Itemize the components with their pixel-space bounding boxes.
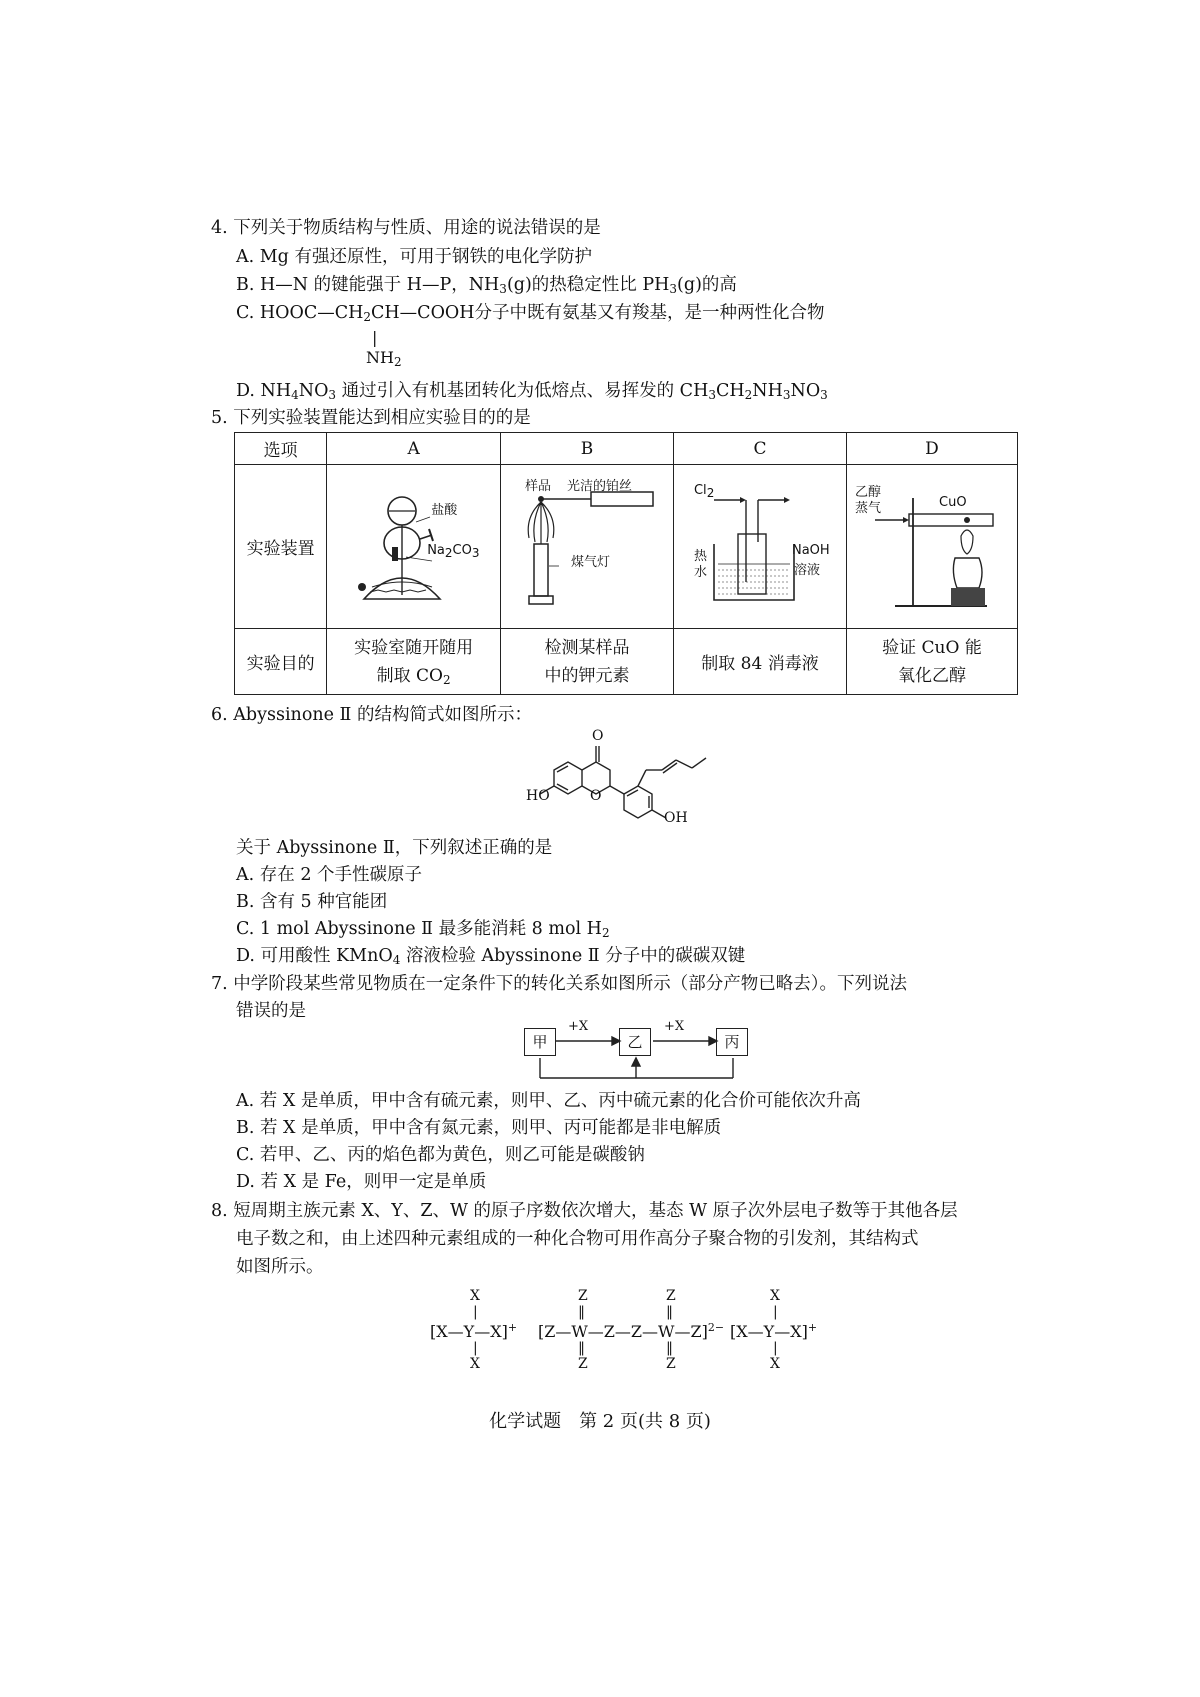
apparatus-b-cell <box>500 465 673 629</box>
flow-box-bing: 丙 <box>716 1028 748 1056</box>
q8-line2: 电子数之和，由上述四种元素组成的一种化合物可用作高分子聚合物的引发剂，其结构式 <box>236 1229 919 1249</box>
label-cuo: CuO <box>939 495 967 510</box>
formula-x-top-left: X <box>470 1288 480 1304</box>
q7-option-c: C. 若甲、乙、丙的焰色都为黄色，则乙可能是碳酸钠 <box>236 1145 645 1165</box>
abyssinone-structure <box>520 728 750 832</box>
flame-test-figure <box>501 472 673 622</box>
formula-bond: | <box>773 1340 778 1356</box>
q7-option-b: B. 若 X 是单质，甲中含有氮元素，则甲、丙可能都是非电解质 <box>236 1118 722 1138</box>
label-water: 水 <box>693 565 707 580</box>
formula-double-bond: ‖ <box>578 1340 585 1356</box>
flow-box-yi: 乙 <box>619 1028 651 1056</box>
q6-stem: 6. Abyssinone Ⅱ 的结构简式如图所示： <box>211 705 532 725</box>
formula-x-bottom-left: X <box>470 1356 480 1372</box>
label-gas-lamp: 煤气灯 <box>570 555 610 570</box>
apparatus-a-cell <box>327 465 501 629</box>
label-platinum-wire: 光洁的铂丝 <box>566 479 632 494</box>
apparatus-c-cell <box>673 465 846 629</box>
q7-stem-line2: 错误的是 <box>236 1001 306 1021</box>
q6-option-c: C. 1 mol Abyssinone Ⅱ 最多能消耗 8 mol $H_2$ <box>236 919 610 940</box>
q4-option-b: B. H—N 的键能强于 H—P，$NH_3(g)$的热稳定性比 $PH_3(g)$的高 <box>236 275 737 296</box>
q7-option-a: A. 若 X 是单质，甲中含有硫元素，则甲、乙、丙中硫元素的化合价可能依次升高 <box>236 1091 861 1111</box>
formula-x-top-right: X <box>770 1288 780 1304</box>
formula-cation-left: [X—Y—X]+ <box>430 1321 518 1341</box>
arrow-label-2: +X <box>664 1019 685 1034</box>
q4-stem: 4. 下列关于物质结构与性质、用途的说法错误的是 <box>211 218 601 238</box>
formula-cation-right: [X—Y—X]+ <box>730 1321 818 1341</box>
q4-option-c: C. $HOOC—CH_2CH—COOH$分子中既有氨基又有羧基，是一种两性化合物 <box>236 303 825 324</box>
page-footer: 化学试题 第 2 页(共 8 页) <box>489 1411 711 1432</box>
flow-box-jia: 甲 <box>524 1028 556 1056</box>
apparatus-d-cell <box>847 465 1018 629</box>
ring-o-label: O <box>590 788 602 804</box>
formula-bond: | <box>773 1304 778 1320</box>
q5-stem: 5. 下列实验装置能达到相应实验目的的是 <box>211 408 531 428</box>
table-header-option: 选项 <box>235 433 327 465</box>
ketone-o-label: O <box>592 728 604 744</box>
label-hot: 热 <box>693 549 707 564</box>
label-sample: 样品 <box>524 479 551 494</box>
formula-z-bottom-2: Z <box>666 1356 676 1372</box>
label-chlorine: $Cl_2$ <box>693 483 715 500</box>
ho-label-left: HO <box>526 788 550 804</box>
q4-option-d: D. $NH_4NO_3$ 通过引入有机基团转化为低熔点、易挥发的 $CH_3CH_2NH_3NO_3$ <box>236 381 828 402</box>
row-label-apparatus: 实验装置 <box>235 465 327 629</box>
arrow-label-1: +X <box>568 1019 589 1034</box>
q6-intro: 关于 Abyssinone Ⅱ，下列叙述正确的是 <box>236 838 553 858</box>
formula-anion: [Z—W—Z—Z—W—Z]$^{2-}$ <box>538 1321 725 1341</box>
q7-stem-line1: 7. 中学阶段某些常见物质在一定条件下的转化关系如图所示（部分产物已略去）。下列说法 <box>211 974 908 994</box>
formula-double-bond: ‖ <box>666 1340 673 1356</box>
row-label-purpose: 实验目的 <box>235 629 327 695</box>
formula-double-bond: ‖ <box>578 1304 585 1320</box>
q7-option-d: D. 若 X 是 Fe，则甲一定是单质 <box>236 1172 487 1192</box>
q4-c-bond: | <box>372 328 378 347</box>
formula-double-bond: ‖ <box>666 1304 673 1320</box>
formula-x-bottom-right: X <box>770 1356 780 1372</box>
q8-line3: 如图所示。 <box>236 1257 324 1277</box>
oh-label-right: OH <box>664 810 688 826</box>
label-vapor: 蒸气 <box>855 501 882 516</box>
label-naoh: NaOH <box>791 543 830 558</box>
q6-option-a: A. 存在 2 个手性碳原子 <box>236 865 423 885</box>
formula-z-top-2: Z <box>666 1288 676 1304</box>
formula-z-top-1: Z <box>578 1288 588 1304</box>
q6-option-d: D. 可用酸性 KMnO$_4$ 溶液检验 Abyssinone Ⅱ 分子中的碳碳双键 <box>236 946 746 967</box>
table-header-c: C <box>673 433 846 465</box>
table-header-d: D <box>847 433 1018 465</box>
purpose-c: 制取 84 消毒液 <box>673 629 846 695</box>
table-header-a: A <box>327 433 501 465</box>
q4-option-a: A. Mg 有强还原性，可用于钢铁的电化学防护 <box>236 247 592 267</box>
q4-c-amino: $NH_2$ <box>366 348 402 369</box>
formula-bond: | <box>473 1304 478 1320</box>
flow-arrows <box>520 1024 760 1086</box>
label-hydrochloric-acid: 盐酸 <box>431 503 458 518</box>
label-sodium-carbonate: $Na_2CO_3$ <box>427 543 480 560</box>
table-header-b: B <box>500 433 673 465</box>
formula-z-bottom-1: Z <box>578 1356 588 1372</box>
purpose-b: 检测某样品 中的钾元素 <box>500 629 673 695</box>
label-solution: 溶液 <box>793 563 820 578</box>
label-ethanol: 乙醇 <box>855 485 882 500</box>
formula-bond: | <box>473 1340 478 1356</box>
q8-line1: 8. 短周期主族元素 X、Y、Z、W 的原子序数依次增大，基态 W 原子次外层电子数等于其他各层 <box>211 1201 958 1221</box>
experiment-table <box>234 432 1018 695</box>
purpose-a: 实验室随开随用 制取 $CO_2$ <box>327 629 501 695</box>
purpose-d: 验证 CuO 能 氧化乙醇 <box>847 629 1018 695</box>
q6-option-b: B. 含有 5 种官能团 <box>236 892 388 912</box>
